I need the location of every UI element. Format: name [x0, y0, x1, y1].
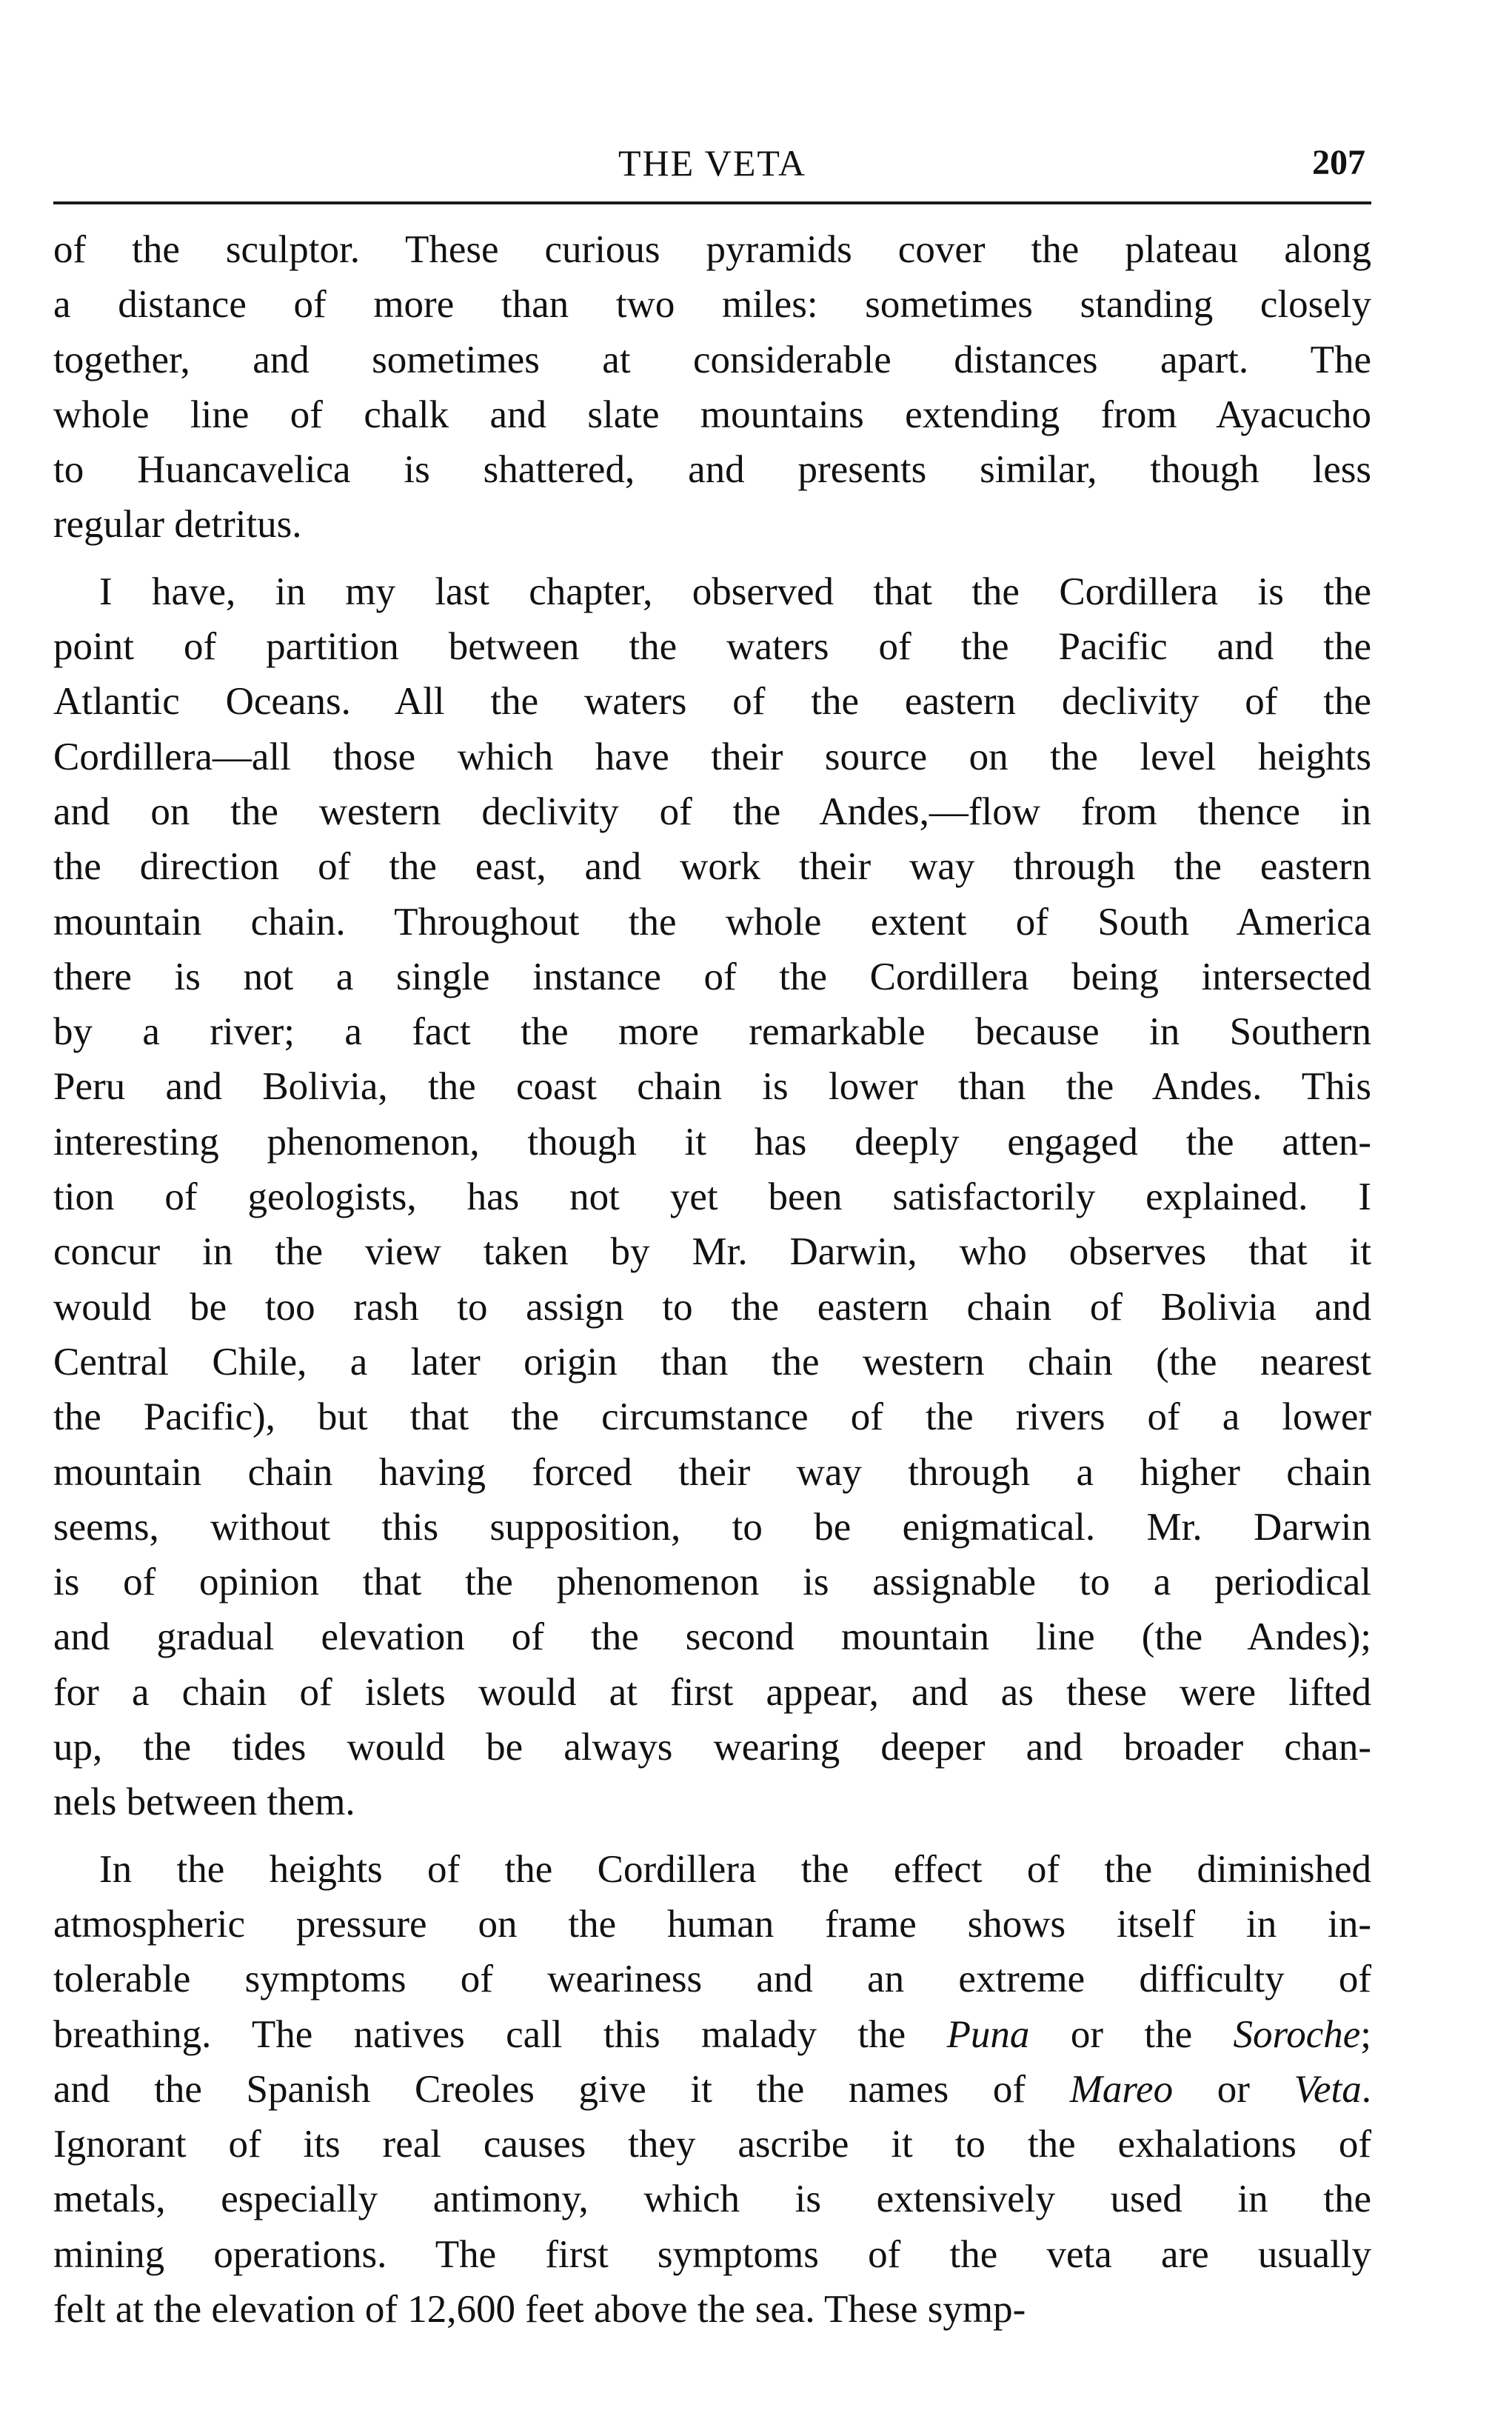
text-line: and on the western declivity of the Andes,—flow from thence in	[53, 790, 1371, 833]
text-line: the Pacific), but that the circumstance of the rivers of a lower	[53, 1395, 1371, 1439]
text-line: Ignorant of its real causes they ascribe it to the exhalations of	[53, 2123, 1371, 2166]
text-line: interesting phenomenon, though it has deeply engaged the atten-	[53, 1120, 1371, 1164]
text-line: seems, without this supposition, to be enigmatical. Mr. Darwin	[53, 1505, 1371, 1549]
text-line: Cordillera—all those which have their source on the level heights	[53, 735, 1371, 778]
text-line: and the Spanish Creoles give it the names of Mareo or Veta.	[53, 2067, 1371, 2111]
body-text	[53, 222, 1371, 2337]
text-line: is of opinion that the phenomenon is assignable to a periodical	[53, 1561, 1371, 1604]
text-line: regular detritus.	[53, 503, 302, 547]
text-line: up, the tides would be always wearing deeper and broader chan-	[53, 1726, 1371, 1769]
text-line: felt at the elevation of 12,600 feet above the sea. These symp-	[53, 2287, 1026, 2331]
text-line: I have, in my last chapter, observed that the Cordillera is the	[99, 570, 1371, 613]
text-line: concur in the view taken by Mr. Darwin, who observes that it	[53, 1230, 1371, 1274]
text-line: by a river; a fact the more remarkable because in Southern	[53, 1010, 1371, 1054]
text-line: Atlantic Oceans. All the waters of the eastern declivity of the	[53, 680, 1371, 724]
text-line: would be too rash to assign to the eastern chain of Bolivia and	[53, 1285, 1371, 1329]
italic-term: Mareo	[1069, 2067, 1174, 2111]
text-line: In the heights of the Cordillera the effect of the diminished	[99, 1847, 1371, 1891]
paragraph-gap	[53, 1830, 1371, 1842]
text-line: tolerable symptoms of weariness and an extreme difficulty of	[53, 1958, 1371, 2001]
text-line: there is not a single instance of the Cordillera being intersected	[53, 955, 1371, 998]
running-head	[53, 137, 1371, 189]
italic-term: Veta	[1294, 2067, 1362, 2111]
header-rule	[53, 201, 1371, 204]
text-line: the direction of the east, and work their way through the eastern	[53, 845, 1371, 889]
text-line: and gradual elevation of the second mountain line (the Andes);	[53, 1615, 1371, 1659]
text-line: tion of geologists, has not yet been satisfactorily explained. I	[53, 1175, 1371, 1219]
text-line: mining operations. The first symptoms of the veta are usually	[53, 2232, 1371, 2276]
running-title: THE VETA	[618, 142, 807, 184]
text-line: Central Chile, a later origin than the western chain (the nearest	[53, 1340, 1371, 1384]
text-line: breathing. The natives call this malady the Puna or the Soroche;	[53, 2012, 1371, 2056]
text-line: Peru and Bolivia, the coast chain is lower than the Andes. This	[53, 1065, 1371, 1109]
italic-term: Puna	[946, 2012, 1030, 2056]
italic-term: Soroche	[1233, 2012, 1361, 2056]
paragraph-p3	[53, 1842, 1371, 2337]
text-line: together, and sometimes at considerable distances apart. The	[53, 338, 1371, 381]
text-line: mountain chain having forced their way through a higher chain	[53, 1450, 1371, 1494]
text-line: for a chain of islets would at first appear, and as these were lifted	[53, 1670, 1371, 1714]
page-number: 207	[1312, 143, 1365, 182]
text-line: atmospheric pressure on the human frame shows itself in in-	[53, 1902, 1371, 1946]
text-line: a distance of more than two miles: sometimes standing closely	[53, 283, 1371, 327]
text-line: of the sculptor. These curious pyramids cover the plateau along	[53, 228, 1371, 271]
text-line: mountain chain. Throughout the whole extent of South America	[53, 900, 1371, 944]
text-line: whole line of chalk and slate mountains extending from Ayacucho	[53, 393, 1371, 436]
text-line: metals, especially antimony, which is extensively used in the	[53, 2178, 1371, 2221]
paragraph-gap	[53, 553, 1371, 564]
text-line: to Huancavelica is shattered, and presents similar, though less	[53, 448, 1371, 492]
paragraph-p2	[53, 564, 1371, 1830]
paragraph-p1	[53, 222, 1371, 553]
text-line: nels between them.	[53, 1781, 355, 1824]
text-line: point of partition between the waters of the Pacific and the	[53, 625, 1371, 669]
